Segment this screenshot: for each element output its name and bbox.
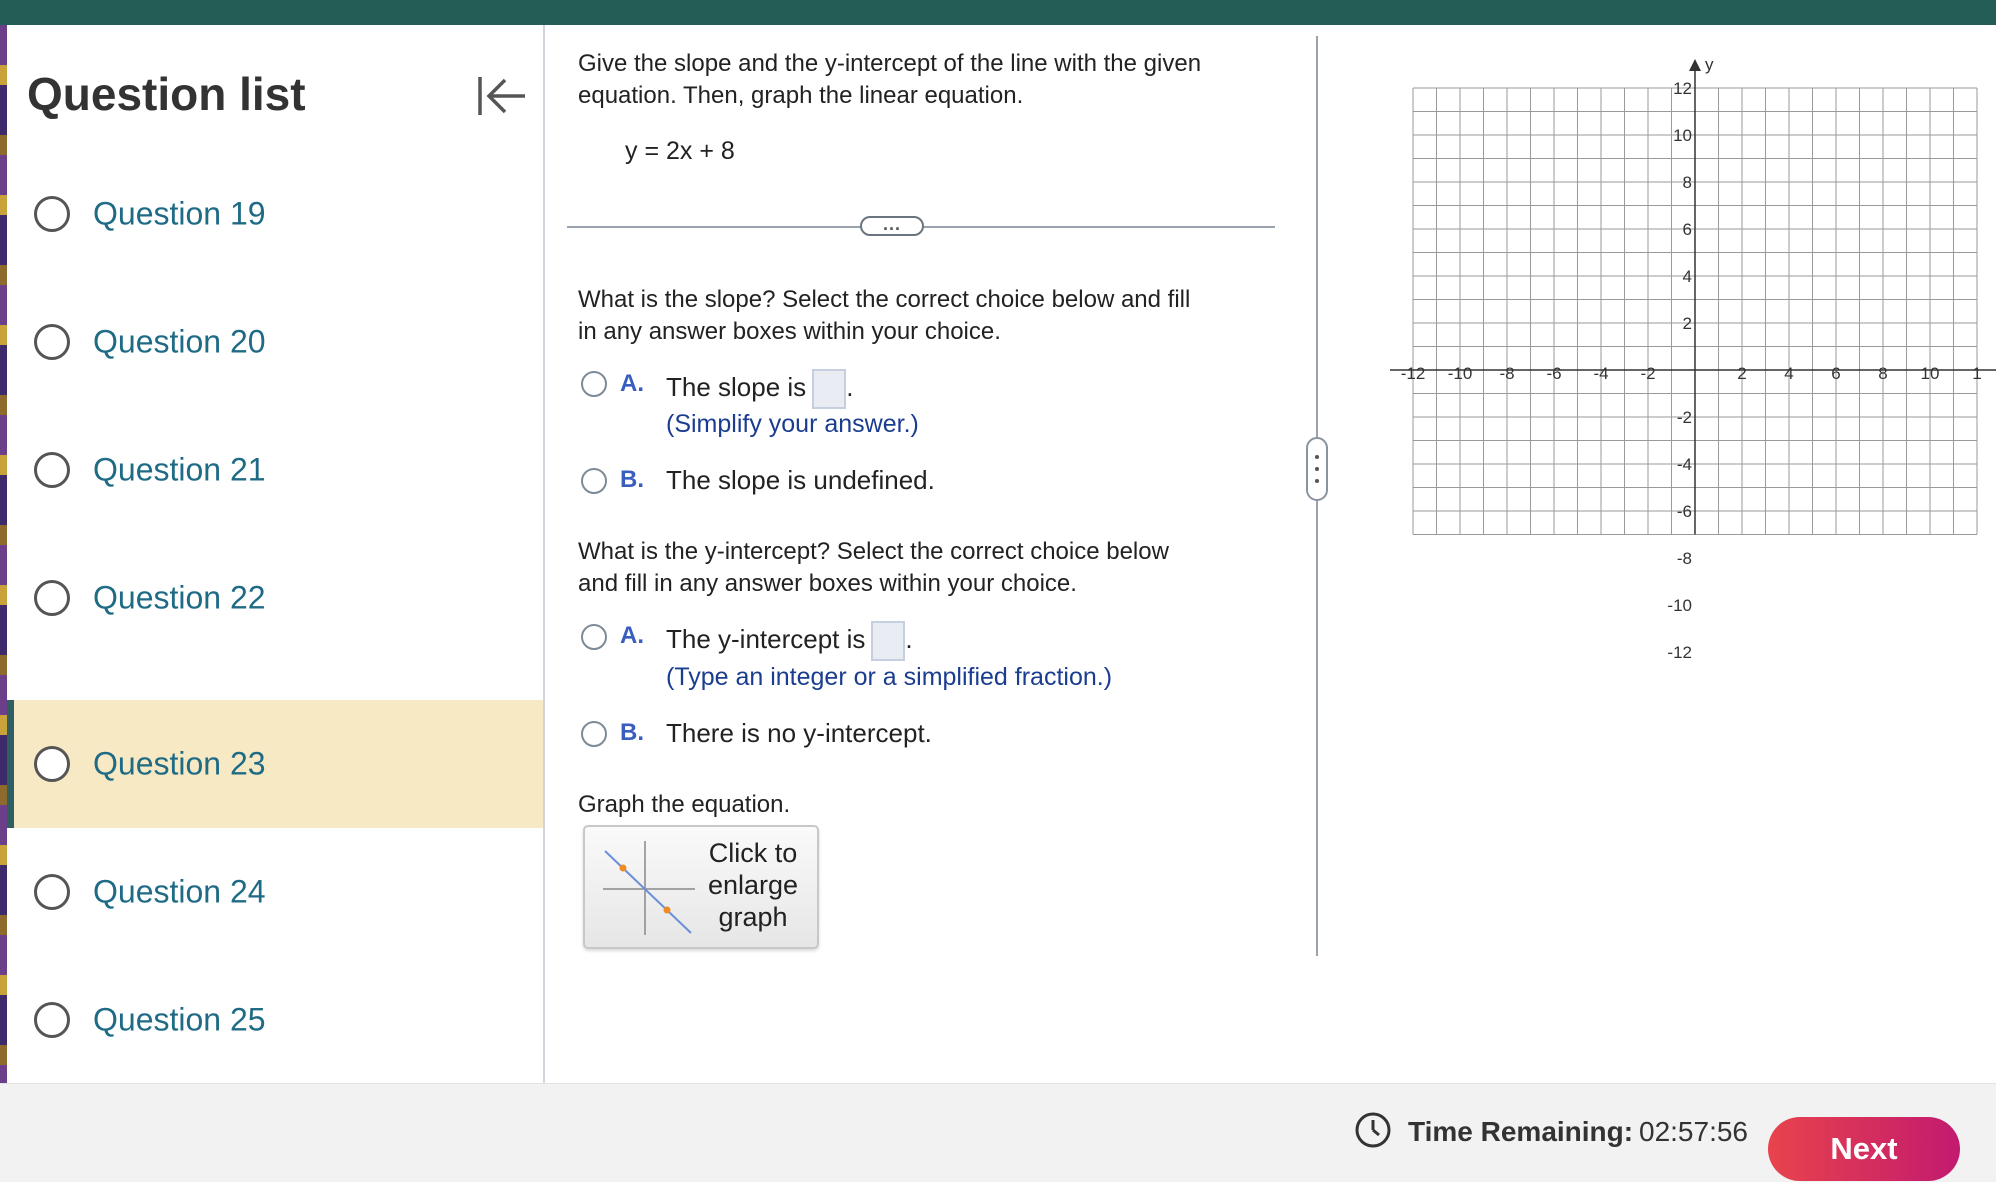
collapse-left-icon <box>475 69 529 123</box>
y-tick-label: 10 <box>1673 126 1692 145</box>
y-axis-label: y <box>1705 55 1714 74</box>
intercept-choice-a-radio[interactable] <box>581 624 607 650</box>
y-tick-label: 6 <box>1682 220 1692 239</box>
x-tick-label: 6 <box>1831 364 1841 383</box>
graph-thumbnail-icon <box>595 837 699 939</box>
question-item-label: Question 25 <box>93 1001 266 1038</box>
x-tick-label: 4 <box>1784 364 1794 383</box>
question-item-label: Question 21 <box>93 451 266 488</box>
x-tick-label: 8 <box>1878 364 1888 383</box>
x-tick-label: -4 <box>1593 364 1609 383</box>
question-item-label: Question 19 <box>93 195 266 232</box>
choice-period: . <box>905 623 913 654</box>
question-item-20[interactable] <box>7 278 543 406</box>
coordinate-grid[interactable] <box>1390 45 1996 675</box>
question-status-radio <box>34 874 70 910</box>
slope-prompt-line1: What is the slope? Select the correct choice below and fill <box>578 286 1191 313</box>
question-pane <box>547 25 1317 1083</box>
grip-dot-icon <box>1315 479 1319 483</box>
enlarge-graph-label-line2: enlarge <box>707 870 799 900</box>
graph-prompt: Graph the equation. <box>578 791 791 818</box>
x-tick-label: -10 <box>1447 364 1473 383</box>
enlarge-graph-label-line3: graph <box>718 902 788 932</box>
question-item-23[interactable] <box>7 700 543 828</box>
question-status-radio <box>34 580 70 616</box>
choice-letter: A. <box>620 370 644 397</box>
y-tick-label: -12 <box>1667 643 1692 662</box>
equation: y = 2x + 8 <box>625 137 735 165</box>
x-tick-label: -12 <box>1400 364 1426 383</box>
intercept-choice-a-text <box>666 621 913 661</box>
grip-dot-icon <box>1315 467 1319 471</box>
question-item-21[interactable] <box>7 406 543 534</box>
intercept-prompt-line2: and fill in any answer boxes within your choice. <box>578 570 1077 597</box>
choice-letter: B. <box>620 466 644 493</box>
y-tick-label: 2 <box>1682 314 1692 333</box>
show-more-button[interactable]: ... <box>860 216 924 236</box>
slope-choice-a-radio[interactable] <box>581 371 607 397</box>
top-header-bar <box>0 0 1996 25</box>
intercept-prompt-line1: What is the y-intercept? Select the correct choice below <box>578 538 1169 565</box>
y-tick-label: -6 <box>1676 502 1692 521</box>
y-axis-arrow-icon <box>1689 59 1701 71</box>
x-tick-label: -8 <box>1499 364 1515 383</box>
x-axis-ticks <box>1401 364 1982 383</box>
choice-letter: A. <box>620 622 644 649</box>
question-item-label: Question 24 <box>93 873 266 910</box>
time-remaining-value: 02:57:56 <box>1639 1116 1748 1147</box>
intercept-answer-box[interactable] <box>871 621 905 661</box>
y-tick-label: 4 <box>1682 267 1692 286</box>
pane-resize-handle[interactable] <box>1306 437 1328 501</box>
question-item-label: Question 20 <box>93 323 266 360</box>
grip-dot-icon <box>1315 455 1319 459</box>
question-status-radio <box>34 1002 70 1038</box>
question-item-19[interactable] <box>7 150 543 278</box>
intercept-choice-b-text: There is no y-intercept. <box>666 718 932 748</box>
question-prompt-line1: Give the slope and the y-intercept of the line with the given <box>578 50 1202 77</box>
next-button[interactable]: Next <box>1768 1117 1960 1181</box>
question-item-25[interactable] <box>7 956 543 1084</box>
question-status-radio <box>34 452 70 488</box>
y-tick-label: -10 <box>1667 596 1692 615</box>
question-item-24[interactable] <box>7 828 543 956</box>
question-list-sidebar <box>7 25 545 1083</box>
question-item-label: Question 22 <box>93 579 266 616</box>
x-tick-label: -6 <box>1546 364 1562 383</box>
intercept-choice-b-radio[interactable] <box>581 721 607 747</box>
background-edge-strip <box>0 25 7 1182</box>
question-status-radio <box>34 746 70 782</box>
intercept-hint: (Type an integer or a simplified fraction.) <box>666 663 1113 691</box>
question-item-22[interactable] <box>7 534 543 662</box>
clock-icon <box>1354 1111 1392 1149</box>
sidebar-title: Question list <box>27 68 306 120</box>
enlarge-graph-label <box>693 837 813 933</box>
choice-period: . <box>846 371 854 402</box>
slope-choice-b-text: The slope is undefined. <box>666 465 935 495</box>
question-item-label: Question 23 <box>93 745 266 782</box>
slope-prompt-line2: in any answer boxes within your choice. <box>578 318 1001 345</box>
time-remaining-label: Time Remaining: <box>1408 1116 1634 1147</box>
enlarge-graph-label-line1: Click to <box>708 838 798 868</box>
y-tick-label: 8 <box>1682 173 1692 192</box>
collapse-sidebar-button[interactable] <box>475 69 529 123</box>
y-tick-label: -4 <box>1676 455 1692 474</box>
choice-text: The y-intercept is <box>666 623 866 654</box>
enlarge-graph-button[interactable] <box>583 825 819 949</box>
question-prompt-line2: equation. Then, graph the linear equation. <box>578 82 1024 109</box>
slope-choice-b-radio[interactable] <box>581 468 607 494</box>
y-tick-label: -8 <box>1676 549 1692 568</box>
question-status-radio <box>34 324 70 360</box>
axes <box>1390 55 1996 535</box>
y-tick-label: 12 <box>1673 79 1692 98</box>
x-tick-label: 10 <box>1920 364 1940 383</box>
choice-letter: B. <box>620 719 644 746</box>
slope-hint: (Simplify your answer.) <box>666 410 919 438</box>
x-tick-label: 1 <box>1972 364 1982 383</box>
slope-answer-box[interactable] <box>812 369 846 409</box>
x-tick-label: -2 <box>1640 364 1656 383</box>
slope-choice-a-text <box>666 369 853 409</box>
question-status-radio <box>34 196 70 232</box>
y-tick-label: -2 <box>1676 408 1692 427</box>
x-tick-label: 2 <box>1737 364 1747 383</box>
choice-text: The slope is <box>666 371 807 402</box>
